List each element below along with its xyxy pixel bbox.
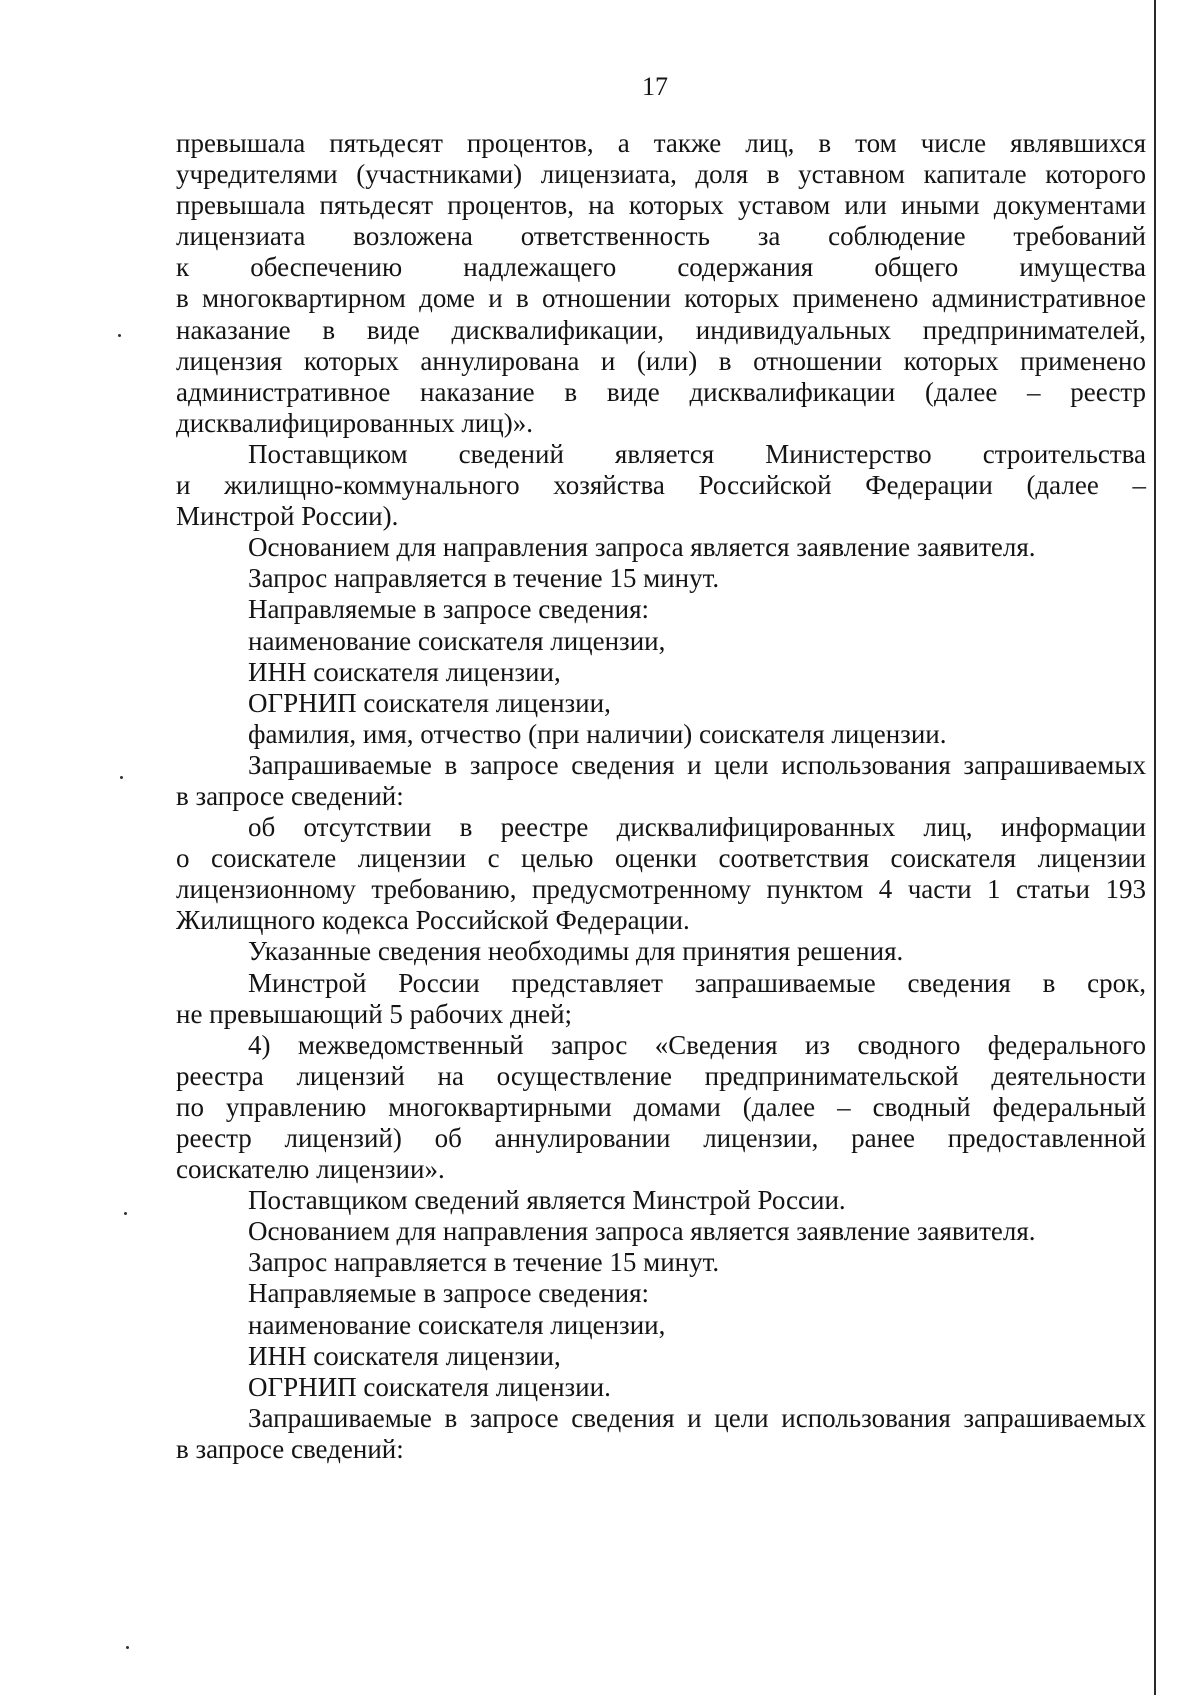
text-line: ИНН соискателя лицензии,: [248, 1340, 561, 1371]
text-line: 4) межведомственный запрос «Сведения из сводного федерального: [248, 1029, 1146, 1060]
text-line: в запросе сведений:: [176, 1433, 404, 1464]
text-line: и жилищно-коммунального хозяйства Российской Федерации (далее –: [176, 470, 1146, 501]
text-line: наименование соискателя лицензии,: [248, 1309, 666, 1340]
text-line: реестра лицензий на осуществление предпринимательской деятельности: [176, 1060, 1146, 1091]
text-line: лицензия которых аннулирована и (или) в отношении которых применено: [176, 345, 1146, 376]
text-line: Запрашиваемые в запросе сведения и цели использования запрашиваемых: [248, 1402, 1146, 1433]
text-line: Минстрой России представляет запрашиваемые сведения в срок,: [248, 967, 1146, 998]
text-line: к обеспечению надлежащего содержания общего имущества: [176, 252, 1146, 283]
text-line: ОГРНИП соискателя лицензии,: [248, 687, 611, 718]
text-line: ИНН соискателя лицензии,: [248, 656, 561, 687]
text-line: учредителями (участниками) лицензиата, доля в уставном капитале которого: [176, 159, 1146, 190]
text-line: о соискателе лицензии с целью оценки соответствия соискателя лицензии: [176, 843, 1146, 874]
scan-speck: [120, 776, 123, 779]
text-line: Основанием для направления запроса является заявление заявителя.: [248, 1216, 1036, 1247]
text-line: Направляемые в запросе сведения:: [248, 1278, 649, 1309]
page-edge-rule: [1154, 0, 1156, 1695]
text-line: фамилия, имя, отчество (при наличии) соискателя лицензии.: [248, 718, 947, 749]
text-line: превышала пятьдесят процентов, а также лиц, в том числе являвшихся: [176, 128, 1146, 158]
text-line: Запрос направляется в течение 15 минут.: [248, 1247, 720, 1278]
text-line: по управлению многоквартирными домами (далее – сводный федеральный: [176, 1091, 1146, 1122]
text-line: Поставщиком сведений является Минстрой России.: [248, 1185, 846, 1216]
text-line: Указанные сведения необходимы для принятия решения.: [248, 936, 904, 967]
text-line: Жилищного кодекса Российской Федерации.: [176, 905, 690, 936]
text-line: Поставщиком сведений является Министерство строительства: [248, 438, 1146, 469]
text-line: Запрос направляется в течение 15 минут.: [248, 563, 720, 594]
document-body: [176, 128, 1146, 1465]
text-line: Минстрой России).: [176, 501, 399, 532]
text-line: наименование соискателя лицензии,: [248, 625, 666, 656]
text-line: соискателю лицензии».: [176, 1154, 445, 1185]
text-line: наказание в виде дисквалификации, индивидуальных предпринимателей,: [176, 314, 1146, 345]
text-line: административное наказание в виде дисквалификации (далее – реестр: [176, 376, 1146, 407]
text-line: Запрашиваемые в запросе сведения и цели использования запрашиваемых: [248, 749, 1146, 780]
scan-speck: [118, 334, 121, 337]
text-line: лицензиата возложена ответственность за соблюдение требований: [176, 221, 1146, 252]
text-line: превышала пятьдесят процентов, на которых уставом или иными документами: [176, 190, 1146, 221]
scan-speck: [124, 1212, 127, 1215]
text-line: дисквалифицированных лиц)».: [176, 407, 533, 438]
text-line: в запросе сведений:: [176, 780, 404, 811]
text-line: не превышающий 5 рабочих дней;: [176, 998, 573, 1029]
text-line: Основанием для направления запроса является заявление заявителя.: [248, 532, 1036, 563]
text-line: реестр лицензий) об аннулировании лицензии, ранее предоставленной: [176, 1123, 1146, 1153]
page-number: 17: [642, 72, 668, 101]
text-line: Направляемые в запросе сведения:: [248, 594, 649, 625]
text-line: в многоквартирном доме и в отношении которых применено административное: [176, 283, 1146, 314]
text-line: ОГРНИП соискателя лицензии.: [248, 1371, 611, 1402]
text-line: лицензионному требованию, предусмотренному пунктом 4 части 1 статьи 193: [176, 874, 1146, 905]
scan-speck: [126, 1646, 129, 1649]
text-line: об отсутствии в реестре дисквалифицированных лиц, информации: [248, 812, 1146, 843]
